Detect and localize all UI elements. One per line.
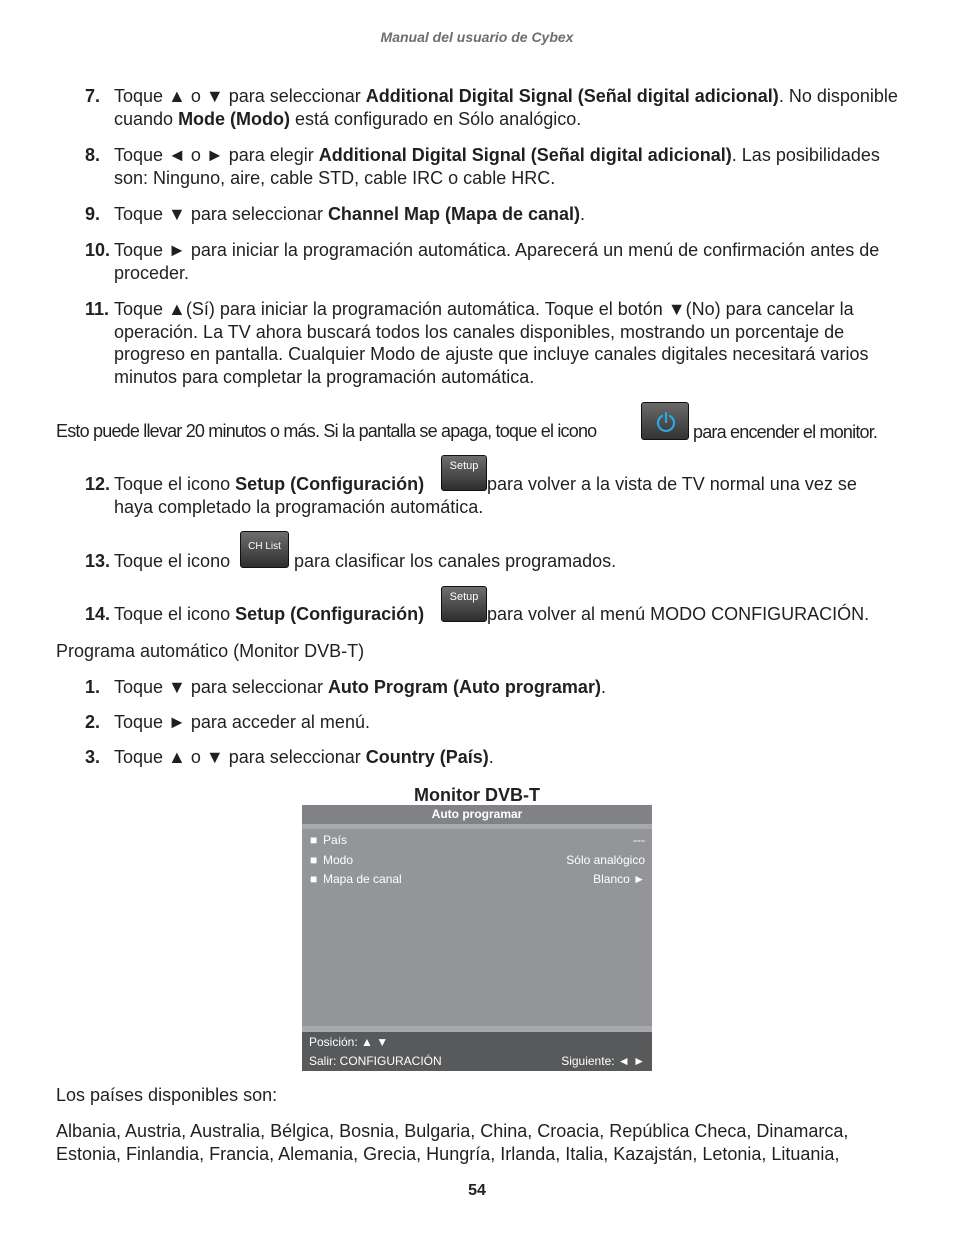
step-number: 13. bbox=[85, 551, 111, 571]
menu-title: Auto programar bbox=[302, 805, 652, 824]
setup-icon: Setup bbox=[441, 455, 487, 491]
step-9 bbox=[85, 203, 905, 226]
bullet-icon: ■ bbox=[310, 872, 318, 886]
step-number: 2. bbox=[85, 712, 101, 732]
footer-exit: Salir: CONFIGURACIÓN bbox=[309, 1054, 442, 1068]
menu-row-mode bbox=[310, 853, 645, 871]
step-number: 7. bbox=[85, 86, 101, 106]
row-value: Blanco ► bbox=[593, 872, 645, 886]
note-before: Esto puede llevar 20 minutos o más. Si la pantalla se apaga, toque el icono bbox=[56, 421, 597, 441]
note-after: para encender el monitor. bbox=[693, 422, 878, 442]
step-text: . bbox=[579, 204, 585, 224]
step-text: Toque ► para iniciar la programación automática. Aparecerá un menú de confirmación antes de proceder. bbox=[114, 240, 880, 283]
step-number: 3. bbox=[85, 747, 101, 767]
step-text: Toque ◄ o ► para elegir bbox=[114, 145, 319, 165]
menu-row-country bbox=[310, 833, 645, 851]
menu-body bbox=[302, 829, 652, 1026]
step-14-post: para volver al menú MODO CONFIGURACIÓN. bbox=[487, 604, 870, 624]
step-text: está configurado en Sólo analógico. bbox=[290, 108, 582, 129]
step-13-pre: Toque el icono bbox=[114, 551, 231, 571]
step-12-text: Toque el icono Setup (Configuración) bbox=[114, 474, 425, 494]
step-text: Toque ▼ para seleccionar bbox=[114, 204, 328, 224]
step-text: Toque ▲ o ▼ para seleccionar bbox=[114, 86, 366, 106]
step-number: 10. bbox=[85, 240, 111, 260]
row-value: Sólo analógico bbox=[566, 853, 645, 867]
ch-list-icon: CH List bbox=[240, 531, 289, 568]
step-bold: Additional Digital Signal (Señal digital adicional) bbox=[365, 86, 779, 106]
bullet-icon: ■ bbox=[310, 853, 318, 867]
row-label: País bbox=[323, 833, 348, 847]
step-bold: Channel Map (Mapa de canal) bbox=[327, 204, 580, 224]
step-number: 8. bbox=[85, 145, 101, 165]
page-number: 54 bbox=[468, 1182, 486, 1199]
step-8 bbox=[85, 144, 905, 189]
countries-list: Albania, Austria, Australia, Bélgica, Bosnia, Bulgaria, China, Croacia, República Checa, Dinamarca, Estonia, Finlandia, Francia, Alemania, Grecia, Hungría, Irlanda, Italia, Kazajstán, Letonia, Lituania, bbox=[56, 1121, 849, 1164]
step-number: 9. bbox=[85, 204, 101, 224]
note-text bbox=[56, 421, 596, 442]
step-b-3: 3. Toque ▲ o ▼ para seleccionar Country (País). bbox=[85, 747, 494, 767]
tv-menu-screen bbox=[302, 805, 652, 1071]
section-title: Programa automático (Monitor DVB-T) bbox=[56, 641, 365, 661]
bullet-icon: ■ bbox=[310, 833, 318, 847]
step-number: 14. bbox=[85, 604, 111, 624]
step-14-text: Toque el icono Setup (Configuración) bbox=[114, 604, 425, 624]
step-b-2: 2. Toque ► para acceder al menú. bbox=[85, 712, 370, 732]
power-icon bbox=[641, 402, 689, 440]
menu-footer bbox=[302, 1032, 652, 1071]
footer-next: Siguiente: ◄ ► bbox=[561, 1054, 645, 1068]
step-10 bbox=[85, 239, 905, 284]
step-number: 11. bbox=[85, 299, 110, 319]
row-value: --- bbox=[633, 833, 645, 847]
step-bold: Additional Digital Signal (Señal digital adicional) bbox=[318, 145, 732, 165]
running-header: Manual del usuario de Cybex bbox=[380, 29, 574, 45]
step-12-post: para volver a la vista de TV normal una vez se bbox=[487, 474, 857, 494]
screen-title: Monitor DVB-T bbox=[414, 785, 540, 805]
step-number: 12. bbox=[85, 474, 111, 494]
row-label: Modo bbox=[323, 853, 354, 867]
step-text: Toque ▲(Sí) para iniciar la programación automática. Toque el botón ▼(No) para cancelar la operación. La TV ahora buscará todos los canales disponibles, mostrando un porcentaje de progreso en pantalla. Cualquier Modo de ajuste que incluye canales digitales necesitará varios minutos para completar la programación automática. bbox=[114, 299, 869, 387]
step-text: . Las posibilidades son: Ninguno, aire, cable STD, cable IRC o cable HRC. bbox=[114, 145, 880, 188]
step-b-1: 1. Toque ▼ para seleccionar Auto Program (Auto programar). bbox=[85, 677, 606, 697]
setup-icon: Setup bbox=[441, 586, 487, 622]
step-number: 1. bbox=[85, 677, 101, 697]
countries-intro: Los países disponibles son: bbox=[56, 1085, 278, 1105]
footer-position: Posición: ▲ ▼ bbox=[309, 1035, 389, 1049]
step-text: . No disponible cuando bbox=[114, 86, 898, 129]
step-7 bbox=[85, 85, 905, 130]
menu-row-channel-map bbox=[310, 872, 645, 890]
step-11 bbox=[85, 298, 905, 388]
step-bold: Mode (Modo) bbox=[178, 108, 291, 129]
row-label: Mapa de canal bbox=[323, 872, 402, 886]
step-13-post: para clasificar los canales programados. bbox=[294, 551, 617, 571]
step-12-line2: haya completado la programación automática. bbox=[114, 497, 484, 517]
